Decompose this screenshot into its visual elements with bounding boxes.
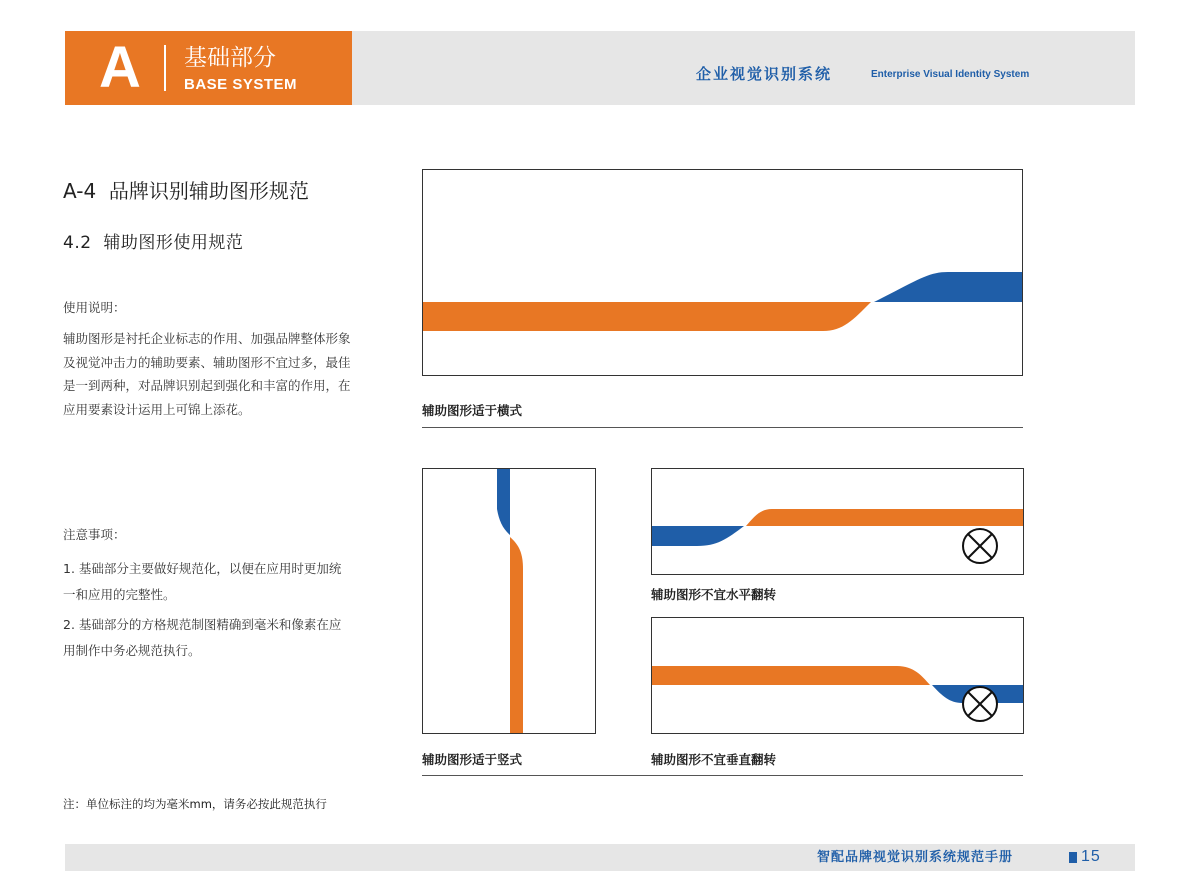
note-item: 1. 基础部分主要做好规范化，以便在应用时更加统一和应用的完整性。 [63, 561, 342, 602]
page-marker-icon [1069, 852, 1077, 863]
blue-band [497, 469, 510, 535]
page-number: 15 [1081, 848, 1101, 865]
circle-x-icon [963, 529, 997, 563]
circle-x-icon [963, 687, 997, 721]
vertical-caption: 辅助图形适于竖式 [422, 752, 523, 767]
blue-band [652, 526, 744, 546]
vi-system-title-cn: 企业视觉识别系统 [696, 65, 833, 83]
section-name-en: BASE SYSTEM [184, 76, 298, 93]
no-vertical-flip-caption: 辅助图形不宜垂直翻转 [651, 752, 777, 767]
subsection-title: 4.2 辅助图形使用规范 [63, 233, 244, 253]
caption-divider [422, 775, 1023, 776]
manual-title: 智配品牌视觉识别系统规范手册 [817, 850, 1014, 865]
usage-description: 辅助图形是衬托企业标志的作用、加强品牌整体形象及视觉冲击力的辅助要素、辅助图形不宜过多，最佳是一到两种，对品牌识别起到强化和丰富的作用，在应用要素设计运用上可锦上添花。 [63, 331, 351, 417]
notes-heading: 注意事项： [63, 527, 126, 542]
no-vertical-flip-figure [651, 617, 1024, 734]
header-divider [164, 45, 166, 91]
section-letter: A [99, 35, 141, 100]
no-horizontal-flip-figure [651, 468, 1024, 575]
page-title: A-4 品牌识别辅助图形规范 [63, 179, 309, 203]
orange-band [746, 509, 1024, 526]
no-horizontal-flip-caption: 辅助图形不宜水平翻转 [651, 587, 777, 602]
usage-heading: 使用说明： [63, 300, 126, 315]
section-name-cn: 基础部分 [184, 45, 276, 71]
orange-band [652, 666, 930, 685]
unit-footnote: 注：单位标注的均为毫米mm，请务必按此规范执行 [63, 797, 327, 811]
vi-system-title-en: Enterprise Visual Identity System [871, 69, 1030, 80]
blue-band [874, 272, 1023, 302]
vertical-usage-figure [422, 468, 596, 734]
horizontal-caption: 辅助图形适于横式 [422, 403, 523, 418]
caption-divider [422, 427, 1023, 428]
orange-band [510, 537, 523, 734]
orange-band [423, 302, 871, 331]
vertical-flip-band-graphic [652, 618, 1024, 734]
horizontal-band-graphic [423, 170, 1023, 376]
vertical-band-graphic [423, 469, 596, 734]
horizontal-usage-figure [422, 169, 1023, 376]
horizontal-flip-band-graphic [652, 469, 1024, 575]
note-item: 2. 基础部分的方格规范制图精确到毫米和像素在应用制作中务必规范执行。 [63, 617, 342, 658]
